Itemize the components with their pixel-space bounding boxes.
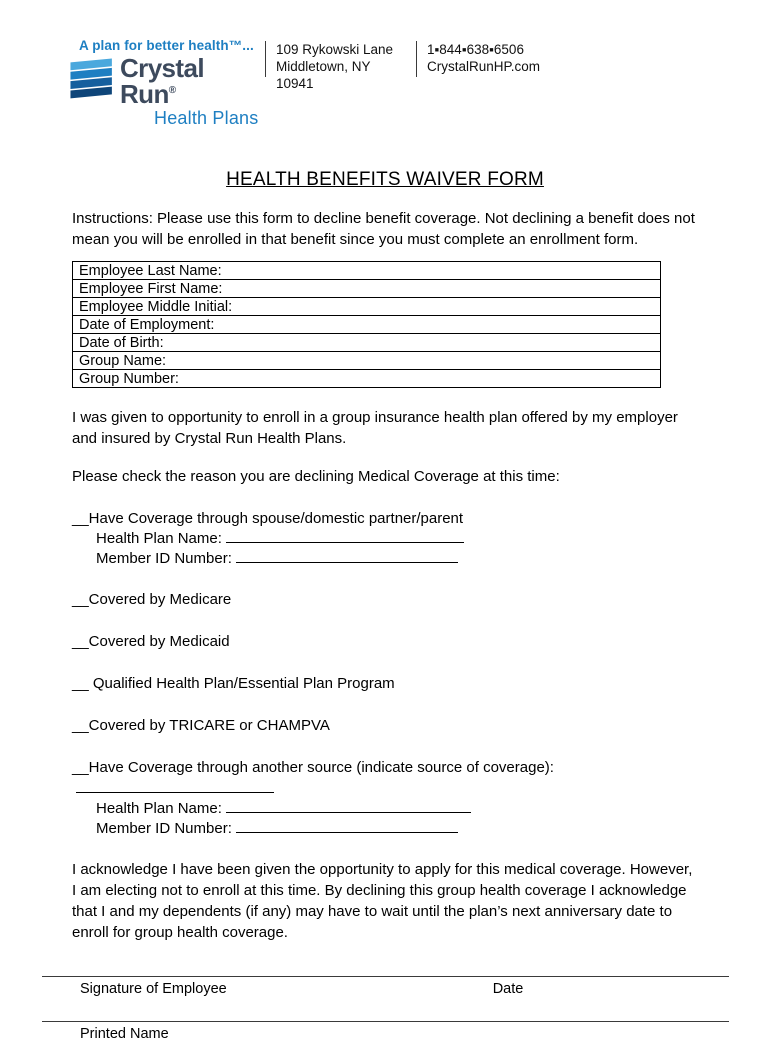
crystal-run-logo: [65, 38, 265, 127]
instructions-paragraph: Instructions: Please use this form to decline benefit coverage. Not declining a benefit does not mean you will be enrolled in that benefit since you must complete an enrollment form.: [72, 210, 695, 248]
address-line-1: 109 Rykowski Lane: [276, 42, 394, 57]
employee-last-name-row[interactable]: [73, 262, 661, 280]
date-label: Date: [492, 981, 524, 997]
option-group-other-source: [72, 757, 700, 838]
member-id-line-2: [96, 820, 700, 839]
check-reason-paragraph: Please check the reason you are declining Medical Coverage at this time:: [72, 468, 560, 485]
opportunity-paragraph: I was given to opportunity to enroll in a group insurance health plan offered by my employer and insured by Crystal Run Health Plans.: [72, 409, 678, 447]
other-source-blank[interactable]: [76, 780, 274, 793]
health-plan-name-blank[interactable]: [226, 530, 464, 543]
acknowledgment-paragraph: I acknowledge I have been given the opportunity to apply for this medical coverage. However, I am electing not to enroll at this time. By declining this group health coverage I acknowledge that I and my dependents (if any) may have to wait until the plan’s next anniversary date to enroll for group health coverage.: [72, 861, 693, 941]
crystal-run-logo-icon: [65, 55, 115, 101]
row-label: Date of Birth:: [79, 334, 164, 351]
phone-number: 1▪844▪638▪6506: [427, 42, 524, 57]
date-of-employment-row[interactable]: [73, 316, 661, 334]
table-row: [73, 280, 661, 298]
group-name-row[interactable]: [73, 352, 661, 370]
row-label: Employee Last Name:: [79, 262, 222, 279]
table-row: [73, 352, 661, 370]
member-id-label: Member ID Number:: [96, 549, 232, 567]
checkbox-option-qualified-plan[interactable]: __ Qualified Health Plan/Essential Plan Program: [72, 675, 395, 692]
row-label: Employee Middle Initial:: [79, 298, 233, 315]
other-source-label: __Have Coverage through another source (indicate source of coverage):: [72, 759, 554, 776]
member-id-blank-2[interactable]: [236, 820, 458, 833]
address-line-2: Middletown, NY 10941: [276, 59, 371, 91]
table-row: [73, 262, 661, 280]
employee-info-table: [72, 261, 661, 388]
company-contact: [417, 38, 540, 75]
health-plan-name-line: [96, 530, 700, 549]
form-body: [72, 208, 700, 943]
health-plan-name-label-2: Health Plan Name:: [96, 800, 222, 817]
table-row: [73, 370, 661, 388]
table-row: [73, 316, 661, 334]
row-label: Employee First Name:: [79, 280, 223, 297]
page-title: HEALTH BENEFITS WAIVER FORM: [226, 169, 544, 190]
brand-name: Crystal Run®: [120, 53, 204, 109]
member-id-blank[interactable]: [236, 550, 458, 563]
option-group-spouse: [72, 508, 700, 568]
employee-middle-initial-row[interactable]: [73, 298, 661, 316]
table-row: [73, 298, 661, 316]
health-plan-name-blank-2[interactable]: [226, 800, 471, 813]
checkbox-option-tricare[interactable]: __Covered by TRICARE or CHAMPVA: [72, 717, 330, 734]
waiver-form-page: [0, 38, 770, 1062]
checkbox-option-other-source[interactable]: [72, 757, 700, 799]
brand-subtitle: Health Plans: [154, 108, 259, 128]
checkbox-option-spouse[interactable]: __Have Coverage through spouse/domestic partner/parent: [72, 510, 464, 527]
checkbox-option-medicaid[interactable]: __Covered by Medicaid: [72, 633, 230, 650]
signature-section: [42, 976, 729, 1042]
member-id-label-2: Member ID Number:: [96, 819, 232, 837]
row-label: Group Name:: [79, 352, 167, 369]
group-number-row[interactable]: [73, 370, 661, 388]
health-plan-name-line-2: [96, 800, 700, 819]
signature-of-employee-label: Signature of Employee: [80, 981, 227, 997]
registered-mark: ®: [168, 85, 176, 96]
row-label: Date of Employment:: [79, 316, 215, 333]
website: CrystalRunHP.com: [427, 59, 541, 74]
table-row: [73, 334, 661, 352]
date-of-birth-row[interactable]: [73, 334, 661, 352]
row-label: Group Number:: [79, 370, 179, 387]
member-id-line: [96, 550, 700, 569]
checkbox-option-medicare[interactable]: __Covered by Medicare: [72, 591, 232, 608]
company-address: [266, 38, 406, 92]
employee-first-name-row[interactable]: [73, 280, 661, 298]
printed-name-label: Printed Name: [80, 1026, 169, 1042]
brand-tagline: A plan for better health™...: [79, 38, 254, 53]
form-header: [65, 38, 770, 127]
health-plan-name-label: Health Plan Name:: [96, 530, 222, 547]
